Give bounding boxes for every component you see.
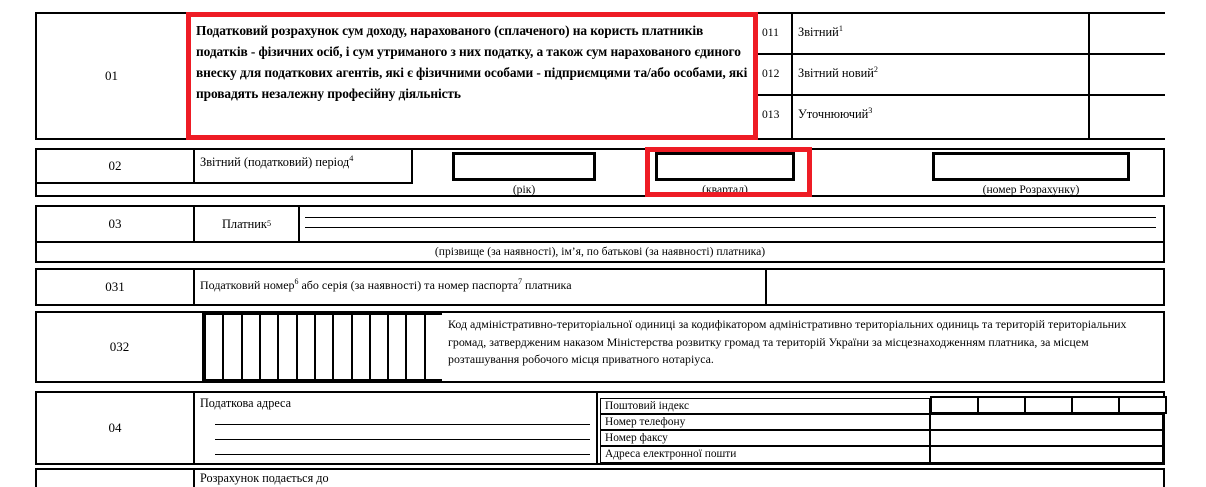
address-rule-3 xyxy=(215,454,590,455)
row-01-title-cell xyxy=(186,14,758,138)
type-code-011: 011 xyxy=(762,26,779,39)
katottg-cell-11[interactable] xyxy=(387,313,407,381)
row-03-code: 03 xyxy=(108,216,122,231)
type-code-cell-013 xyxy=(758,96,793,138)
type-footnote-012: 2 xyxy=(873,64,878,74)
katottg-cell-1[interactable] xyxy=(204,313,224,381)
katottg-cell-7[interactable] xyxy=(314,313,334,381)
type-checkbox-011[interactable] xyxy=(1090,14,1165,55)
year-caption: (рік) xyxy=(512,183,536,196)
calculation-number-caption: (номер Розрахунку) xyxy=(982,183,1080,196)
row-02-footnote: 4 xyxy=(349,153,354,163)
type-checkbox-012[interactable] xyxy=(1090,55,1165,96)
katottg-cell-5[interactable] xyxy=(277,313,297,381)
type-label-013: Уточнюючий xyxy=(798,107,869,121)
katottg-cell-3[interactable] xyxy=(241,313,261,381)
row-031-code-cell xyxy=(37,270,195,304)
katottg-cell-12[interactable] xyxy=(405,313,425,381)
year-caption-wrap xyxy=(452,183,596,196)
row-04-code-cell xyxy=(37,393,195,463)
row-03-caption-cell xyxy=(37,243,1163,261)
type-footnote-013: 3 xyxy=(868,105,873,115)
row-01-code-cell xyxy=(37,14,186,138)
row-03-caption: (прізвище (за наявності), ім’я, по батькові (за наявності) платника) xyxy=(434,245,766,258)
postal-index-cell-2[interactable] xyxy=(977,396,1026,414)
postal-index-cell-1[interactable] xyxy=(930,396,979,414)
contact-value-phone[interactable] xyxy=(930,414,1163,430)
contact-label-postal-index: Поштовий індекс xyxy=(600,398,930,414)
form-title: Податковий розрахунок сум доходу, нарахованого (сплаченого) на користь платників податків - фізичних осіб, і сум утриманого з них податку, а також сум нарахованого єдиного внеску для податкових агентів, які є фізичними особами - підприємцями та/або особами, які провадять незалежну професійну діяльність xyxy=(196,23,748,101)
type-label-cell-012 xyxy=(793,55,1090,96)
quarter-caption-wrap xyxy=(650,183,800,196)
row-032-description: Код адміністративно-територіальної одиниці за кодифікатором адміністративно територіальних одиниць та територій територіальних громад, затвердженим наказом Міністерства розвитку громад та територій України за місцезнаходженням платника, за місцем розташування робочого місця приватного нотаріуса. xyxy=(448,317,1127,366)
row-031-label-part3: платника xyxy=(522,278,572,292)
postal-index-cell-5[interactable] xyxy=(1118,396,1167,414)
katottg-cell-6[interactable] xyxy=(296,313,316,381)
row-05-label-cell xyxy=(195,470,1163,487)
address-rule-1 xyxy=(215,424,590,425)
row-031-label-part1: Податковий номер xyxy=(200,278,295,292)
row-04-address-label: Податкова адреса xyxy=(200,396,291,410)
row-031-value-field[interactable] xyxy=(767,270,1163,304)
katottg-cell-10[interactable] xyxy=(369,313,389,381)
row-032-code: 032 xyxy=(109,339,130,354)
row-032-description-cell xyxy=(442,313,1163,381)
katottg-cell-4[interactable] xyxy=(259,313,279,381)
payer-rule-2 xyxy=(305,227,1156,228)
row-02-label: Звітний (податковий) період xyxy=(200,155,350,169)
row-031-footnote-2: 7 xyxy=(518,277,523,286)
postal-index-cells[interactable] xyxy=(930,396,1165,414)
calculation-number-input[interactable] xyxy=(932,152,1130,181)
row-05-label: Розрахунок подається до xyxy=(200,471,329,485)
calculation-number-caption-wrap xyxy=(932,183,1130,196)
contact-value-fax[interactable] xyxy=(930,430,1163,446)
type-label-011: Звітний xyxy=(798,25,839,39)
contact-label-phone: Номер телефону xyxy=(600,414,930,430)
row-03-code-cell xyxy=(37,207,195,243)
type-footnote-011: 1 xyxy=(838,23,843,33)
row-032-code-cell xyxy=(37,313,204,381)
type-label-cell-011 xyxy=(793,14,1090,55)
katottg-cell-2[interactable] xyxy=(222,313,242,381)
type-code-012: 012 xyxy=(762,67,780,80)
postal-index-cell-3[interactable] xyxy=(1024,396,1073,414)
katottg-cell-8[interactable] xyxy=(332,313,352,381)
type-label-cell-013 xyxy=(793,96,1090,138)
row-03-value-field[interactable] xyxy=(300,207,1163,243)
address-rule-2 xyxy=(215,439,590,440)
row-02-label-cell xyxy=(195,150,413,184)
type-label-012: Звітний новий xyxy=(798,66,874,80)
katottg-cell-9[interactable] xyxy=(351,313,371,381)
type-checkbox-013[interactable] xyxy=(1090,96,1165,138)
contact-value-email[interactable] xyxy=(930,446,1163,463)
payer-rule-1 xyxy=(305,217,1156,218)
row-031-label-part2: або серія (за наявності) та номер паспорта xyxy=(298,278,519,292)
contact-label-fax: Номер факсу xyxy=(600,430,930,446)
katottg-code-cells[interactable] xyxy=(204,313,442,381)
row-05-code-cell xyxy=(37,470,195,487)
quarter-caption: (квартал) xyxy=(702,183,748,196)
postal-index-cell-4[interactable] xyxy=(1071,396,1120,414)
row-03-label-cell: Платник 5 xyxy=(195,207,300,243)
row-031-label-cell xyxy=(195,270,767,304)
row-04-code: 04 xyxy=(108,420,122,435)
quarter-input[interactable] xyxy=(655,152,795,181)
year-input[interactable] xyxy=(452,152,596,181)
type-code-cell-012 xyxy=(758,55,793,96)
row-02-code-cell xyxy=(37,150,195,184)
row-031-footnote-1: 6 xyxy=(294,277,299,286)
type-code-cell-011 xyxy=(758,14,793,55)
row-01-code: 01 xyxy=(105,68,118,83)
contact-label-email: Адреса електронної пошти xyxy=(600,446,930,463)
row-03-label: Платник xyxy=(221,216,267,231)
type-code-013: 013 xyxy=(762,108,780,121)
row-04-address-cell[interactable] xyxy=(195,393,598,463)
row-031-code: 031 xyxy=(105,279,125,294)
row-02-code: 02 xyxy=(108,158,122,173)
